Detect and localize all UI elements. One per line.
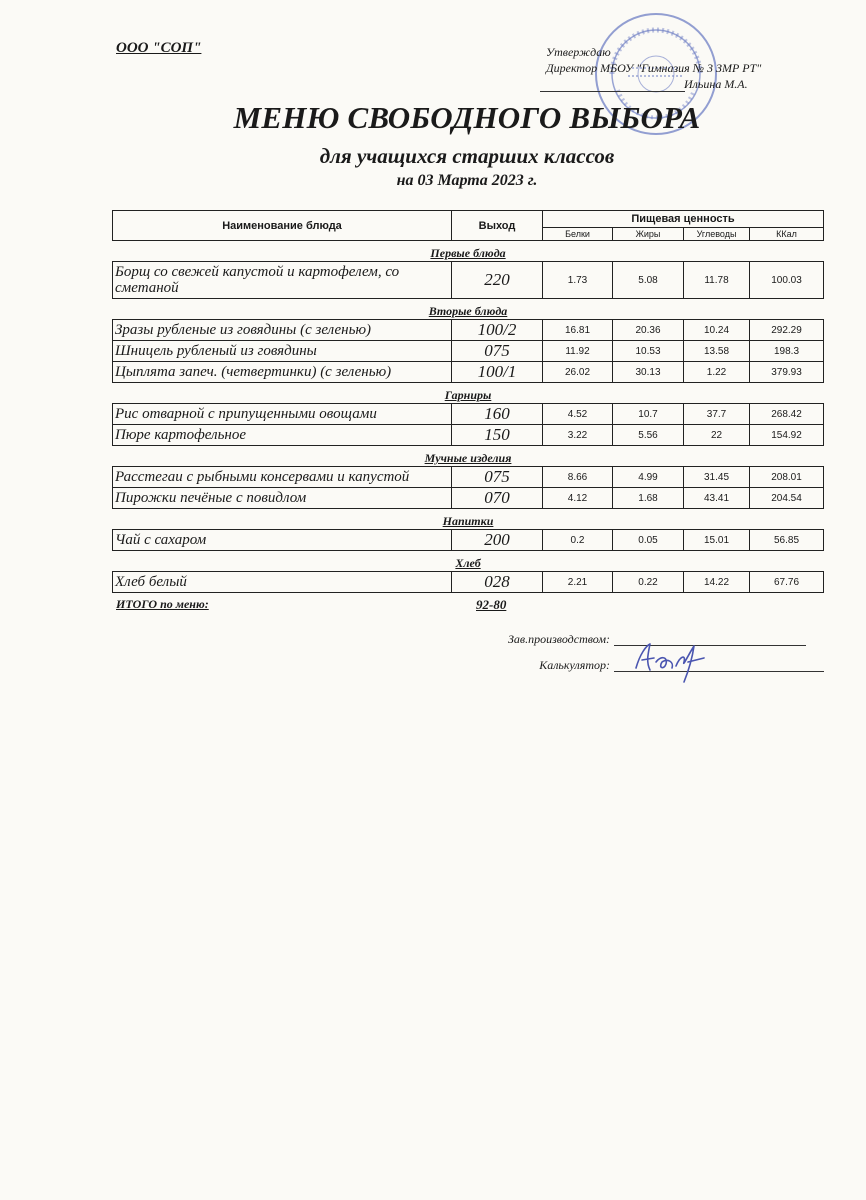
dish-kcal: 204.54 — [750, 488, 824, 509]
dish-carbs: 10.24 — [684, 320, 750, 341]
dish-fat: 20.36 — [613, 320, 684, 341]
dish-yield: 028 — [452, 572, 543, 593]
dish-name: Зразы рубленые из говядины (с зеленью) — [113, 320, 452, 341]
dish-yield: 100/1 — [452, 362, 543, 383]
production-manager-label: Зав.производством: — [507, 632, 610, 646]
menu-table — [112, 210, 824, 593]
director-name: Ильина М.А. — [684, 77, 748, 91]
section-title: Мучные изделия — [424, 451, 512, 465]
column-header-fat: Жиры — [613, 228, 684, 241]
dish-yield: 075 — [452, 341, 543, 362]
table-row — [113, 425, 824, 446]
dish-fat: 5.08 — [613, 262, 684, 299]
dish-carbs: 11.78 — [684, 262, 750, 299]
table-row — [113, 572, 824, 593]
dish-yield: 075 — [452, 467, 543, 488]
dish-fat: 10.7 — [613, 404, 684, 425]
column-header-yield: Выход — [452, 211, 543, 241]
approve-word: Утверждаю — [546, 45, 611, 59]
dish-name: Пюре картофельное — [113, 425, 452, 446]
table-row — [113, 530, 824, 551]
section-title: Напитки — [442, 514, 494, 528]
dish-fat: 30.13 — [613, 362, 684, 383]
column-header-nutrition: Пищевая ценность — [543, 211, 824, 228]
column-header-protein: Белки — [543, 228, 613, 241]
director-title: Директор МБОУ "Гимназия № 3 ЗМР РТ" — [546, 61, 762, 75]
dish-carbs: 31.45 — [684, 467, 750, 488]
dish-yield: 100/2 — [452, 320, 543, 341]
dish-carbs: 22 — [684, 425, 750, 446]
column-header-carbs: Углеводы — [684, 228, 750, 241]
dish-carbs: 14.22 — [684, 572, 750, 593]
dish-kcal: 67.76 — [750, 572, 824, 593]
total-value: 92-80 — [476, 597, 507, 612]
dish-kcal: 56.85 — [750, 530, 824, 551]
dish-protein: 26.02 — [543, 362, 613, 383]
dish-yield: 070 — [452, 488, 543, 509]
handwritten-signature-icon — [628, 632, 714, 686]
approval-signature-line — [540, 91, 685, 92]
dish-name: Расстегаи с рыбными консервами и капустой — [113, 467, 452, 488]
dish-kcal: 268.42 — [750, 404, 824, 425]
dish-carbs: 13.58 — [684, 341, 750, 362]
organization-name: ООО "СОП" — [116, 40, 202, 56]
dish-fat: 5.56 — [613, 425, 684, 446]
dish-name: Пирожки печёные с повидлом — [113, 488, 452, 509]
dish-fat: 10.53 — [613, 341, 684, 362]
dish-protein: 0.2 — [543, 530, 613, 551]
table-row — [113, 262, 824, 299]
dish-protein: 16.81 — [543, 320, 613, 341]
dish-kcal: 292.29 — [750, 320, 824, 341]
column-header-name: Наименование блюда — [113, 211, 452, 241]
approval-block — [546, 44, 846, 92]
dish-protein: 11.92 — [543, 341, 613, 362]
dish-yield: 200 — [452, 530, 543, 551]
dish-name: Шницель рубленый из говядины — [113, 341, 452, 362]
dish-name: Хлеб белый — [113, 572, 452, 593]
page-subtitle: для учащихся старших классов — [319, 144, 615, 168]
total-label: ИТОГО по меню: — [116, 597, 209, 611]
table-row — [113, 362, 824, 383]
dish-fat: 0.22 — [613, 572, 684, 593]
dish-protein: 8.66 — [543, 467, 613, 488]
dish-protein: 4.52 — [543, 404, 613, 425]
dish-name: Борщ со свежей капустой и картофелем, со сметаной — [113, 262, 452, 299]
dish-protein: 2.21 — [543, 572, 613, 593]
menu-date: на 03 Марта 2023 г. — [396, 172, 538, 189]
dish-protein: 3.22 — [543, 425, 613, 446]
table-row — [113, 320, 824, 341]
dish-name: Чай с сахаром — [113, 530, 452, 551]
table-row — [113, 404, 824, 425]
column-header-kcal: ККал — [750, 228, 824, 241]
dish-carbs: 1.22 — [684, 362, 750, 383]
section-title: Вторые блюда — [428, 304, 508, 318]
section-title: Гарниры — [444, 388, 492, 402]
dish-carbs: 37.7 — [684, 404, 750, 425]
dish-kcal: 198.3 — [750, 341, 824, 362]
table-row — [113, 341, 824, 362]
section-title: Первые блюда — [430, 246, 506, 260]
dish-protein: 4.12 — [543, 488, 613, 509]
dish-yield: 150 — [452, 425, 543, 446]
calculator-label: Калькулятор: — [539, 658, 610, 672]
dish-name: Цыплята запеч. (четвертинки) (с зеленью) — [113, 362, 452, 383]
dish-fat: 4.99 — [613, 467, 684, 488]
table-row — [113, 467, 824, 488]
dish-protein: 1.73 — [543, 262, 613, 299]
dish-name: Рис отварной с припущенными овощами — [113, 404, 452, 425]
dish-kcal: 154.92 — [750, 425, 824, 446]
page-title: МЕНЮ СВОБОДНОГО ВЫБОРА — [233, 100, 701, 135]
dish-kcal: 379.93 — [750, 362, 824, 383]
dish-fat: 0.05 — [613, 530, 684, 551]
section-title: Хлеб — [455, 556, 481, 570]
dish-kcal: 100.03 — [750, 262, 824, 299]
dish-carbs: 43.41 — [684, 488, 750, 509]
dish-fat: 1.68 — [613, 488, 684, 509]
table-row — [113, 488, 824, 509]
dish-yield: 220 — [452, 262, 543, 299]
dish-kcal: 208.01 — [750, 467, 824, 488]
dish-yield: 160 — [452, 404, 543, 425]
dish-carbs: 15.01 — [684, 530, 750, 551]
